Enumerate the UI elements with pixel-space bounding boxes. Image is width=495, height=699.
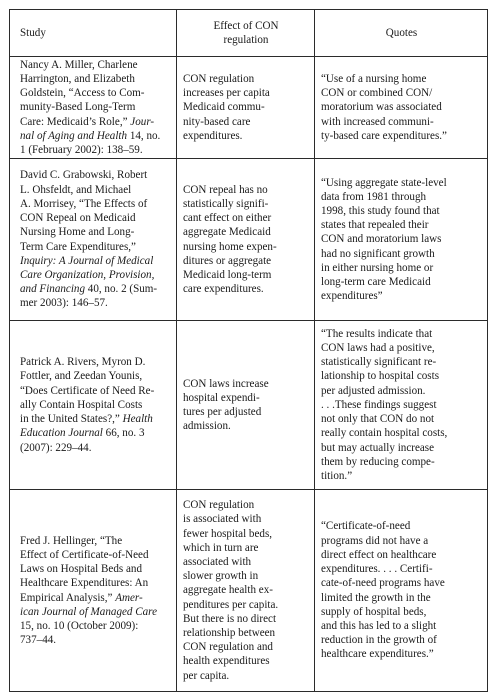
journal-title: Health Education Journal (20, 413, 153, 440)
journal-title: Amer- ican Journal of Managed Care (20, 591, 158, 618)
effect-cell: CON repeal has no statistically signifi- cant effect on either aggregate Medicaid nursing home expen- ditures or aggregate Medicaid long-term care expenditures. (177, 159, 315, 321)
study-citation-end: 14, no. 1 (February 2002): 138–59. (20, 129, 161, 156)
study-cell (10, 159, 177, 321)
study-citation: David C. Grabowski, Robert L. Ohsfeldt, and Michael A. Morrisey, “The Effects of CON Repeal on Medicaid Nursing Home and Long- Term Care Expenditures,” (20, 169, 148, 253)
table-row (10, 159, 488, 321)
study-citation-end: 66, no. 3 (2007): 229–44. (20, 427, 145, 454)
study-cell (10, 321, 177, 490)
quote-cell: “Certificate-of-need programs did not have a direct effect on healthcare expenditures. . . . Certifi- cate-of-need programs have limited the growth in the supply of hospital beds, and this has led to a slight reduction in the growth of healthcare expenditures.” (315, 490, 488, 692)
study-cell (10, 490, 177, 692)
quote-cell: “Using aggregate state-level data from 1981 through 1998, this study found that states that repealed their CON and moratorium laws had no significant growth in either nursing home or long-term care Medicaid expenditures” (315, 159, 488, 321)
table-row (10, 490, 488, 692)
header-row (10, 10, 488, 57)
quote-cell: “The results indicate that CON laws had a positive, statistically significant re- lationship to hospital costs per adjusted admission. . . .These findings suggest not only that CON do not really contain hospital costs, but may actually increase them by reducing compe- tition.” (315, 321, 488, 490)
effect-cell: CON regulation increases per capita Medicaid commu- nity-based care expenditures. (177, 57, 315, 159)
journal-title: Inquiry: A Journal of Medical Care Organization, Provision, and Financing (20, 254, 155, 296)
effect-cell: CON laws increase hospital expendi- tures per adjusted admission. (177, 321, 315, 490)
study-cell (10, 57, 177, 159)
quote-cell: “Use of a nursing home CON or combined CON/ moratorium was associated with increased communi- ty-based care expenditures.” (315, 57, 488, 159)
table-row (10, 321, 488, 490)
header-quotes: Quotes (315, 10, 488, 57)
con-studies-table (9, 9, 488, 692)
table-row (10, 57, 488, 159)
journal-title: Jour- nal of Aging and Health (20, 115, 155, 142)
header-study: Study (10, 10, 177, 57)
study-citation-end: 15, no. 10 (October 2009): 737–44. (20, 619, 139, 647)
study-citation: Patrick A. Rivers, Myron D. Fottler, and Zeedan Younis, “Does Certificate of Need Re- ally Contain Hospital Costs in the United States?,” (20, 356, 155, 426)
header-effect: Effect of CON regulation (177, 10, 315, 57)
study-citation: Fred J. Hellinger, “The Effect of Certificate-of-Need Laws on Hospital Beds and Healthcare Expenditures: An Empirical Analysis,” (20, 534, 149, 604)
study-citation-end: 40, no. 2 (Sum- mer 2003): 146–57. (20, 283, 158, 310)
study-citation: Nancy A. Miller, Charlene Harrington, and Elizabeth Goldstein, “Access to Com- munity-Based Long-Term Care: Medicaid’s Role,” (20, 58, 145, 128)
effect-cell: CON regulation is associated with fewer hospital beds, which in turn are associated with slower growth in aggregate health ex- penditures per capita. But there is no direct relationship between CON regulation and health expenditures per capita. (177, 490, 315, 692)
